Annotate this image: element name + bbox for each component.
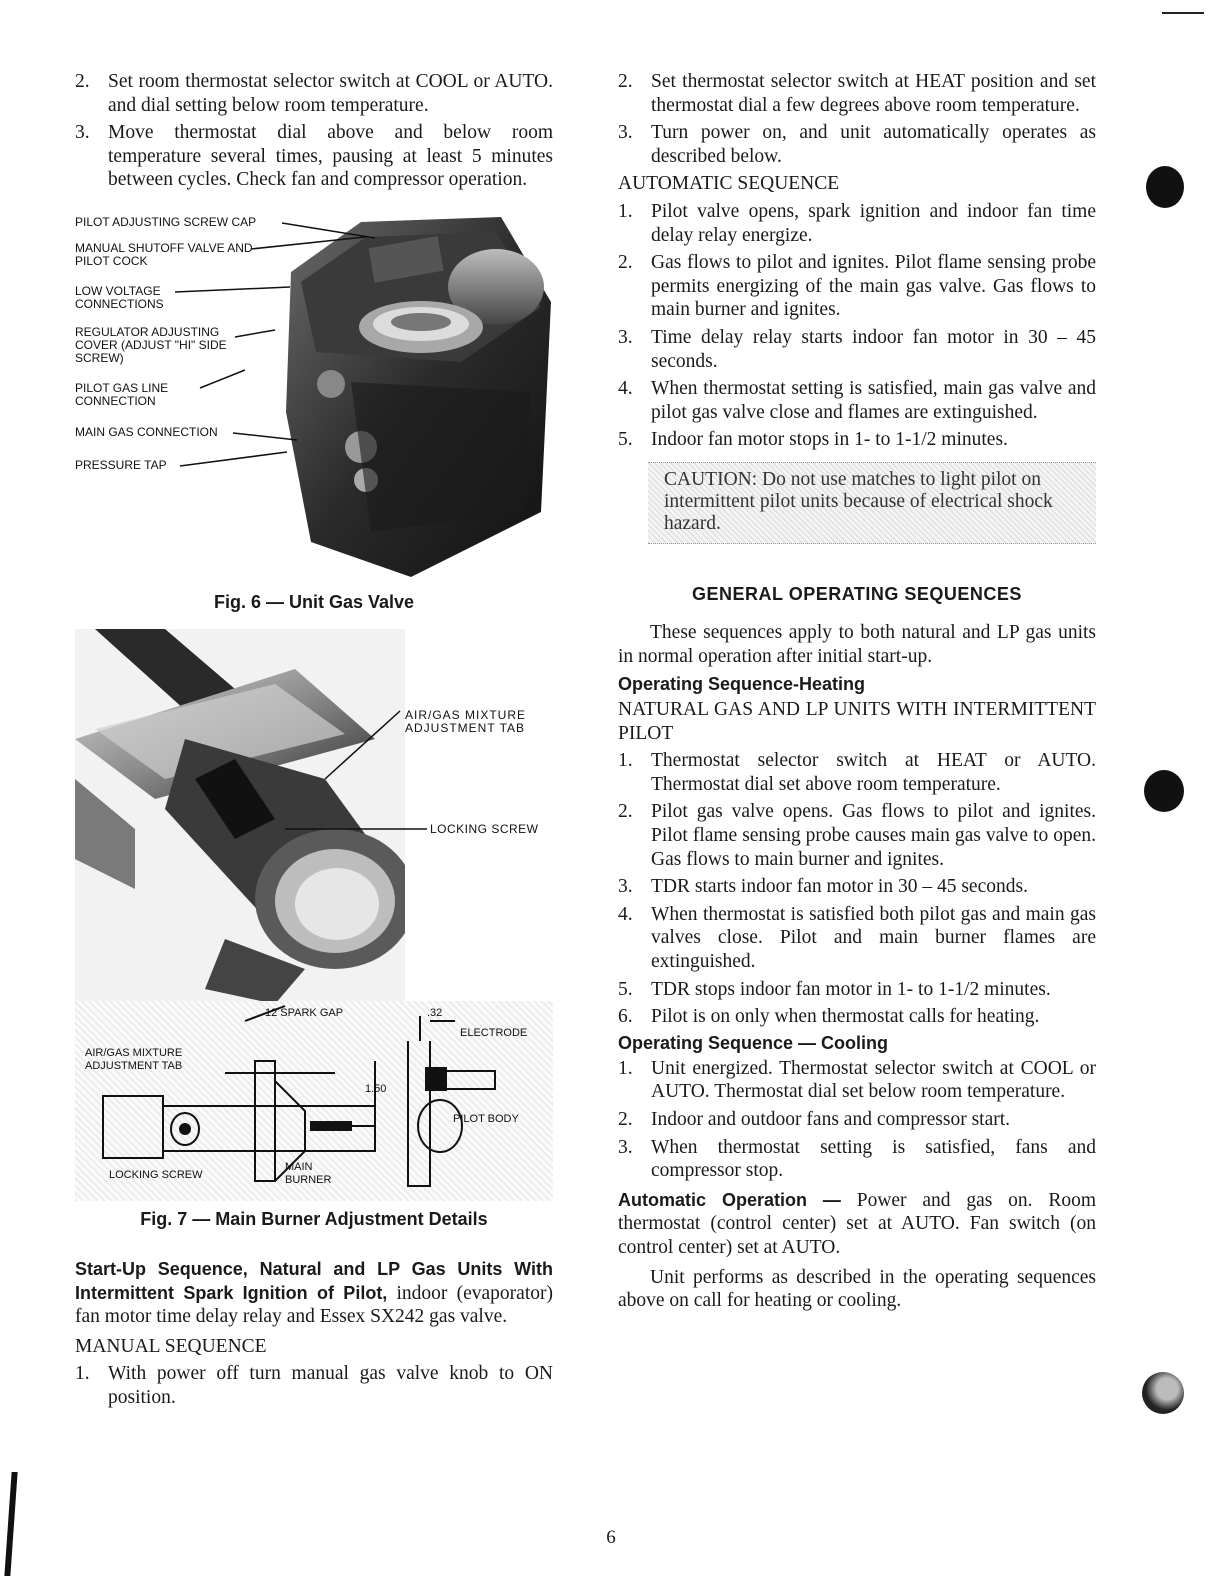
caution-box: CAUTION: Do not use matches to light pilot on intermittent pilot units because of electrical shock hazard.: [648, 462, 1096, 544]
binder-hole-mark: [1144, 770, 1184, 812]
general-operating-heading: GENERAL OPERATING SEQUENCES: [692, 583, 1022, 604]
intro-list: [75, 70, 553, 192]
final-paragraph: Unit performs as described in the operating sequences above on call for heating or cooling.: [618, 1266, 1096, 1312]
edge-mark: [4, 1472, 17, 1576]
fig6-figure: [75, 212, 553, 590]
startup-heading: Start-Up Sequence, Natural and LP Gas Units With Intermittent Spark Ignition of Pilot,: [75, 1258, 553, 1303]
fig7-leader-lines: [75, 629, 553, 1009]
fig7-label-air-gas-tab: AIR/GAS MIXTURE ADJUSTMENT TAB: [405, 707, 527, 735]
fig7-diag-air-gas-tab: AIR/GAS MIXTURE ADJUSTMENT TAB: [85, 1046, 183, 1072]
startup-paragraph: [75, 1258, 553, 1329]
list-item: 2. Gas flows to pilot and ignites. Pilot flame sensing probe permits energizing of the main gas valve. Gas flows to main burner and ignites.: [618, 252, 1096, 321]
automatic-operation-paragraph: [618, 1189, 1096, 1260]
fig7-diag-dimension: .32: [427, 1006, 443, 1019]
top-rule: [1162, 12, 1204, 14]
fig6-label-pressure-tap: PRESSURE TAP: [75, 457, 167, 472]
manual-sequence-heading: MANUAL SEQUENCE: [75, 1335, 267, 1357]
top-list: [618, 70, 1096, 168]
fig6-label-pilot-adjusting-screw-cap: PILOT ADJUSTING SCREW CAP: [75, 214, 257, 229]
cooling-list: [618, 1057, 1096, 1183]
fig7-label-locking-screw: LOCKING SCREW: [430, 821, 539, 836]
heating-subheading: NATURAL GAS AND LP UNITS WITH INTERMITTENT PILOT: [618, 699, 1096, 744]
list-item: 2. Pilot gas valve opens. Gas flows to pilot and ignites. Pilot flame sensing probe causes main gas valve to open. Gas flows to main burner and ignites.: [618, 801, 1096, 870]
automatic-operation-heading: Automatic Operation —: [618, 1189, 841, 1210]
fig6-label-low-voltage: LOW VOLTAGE CONNECTIONS: [75, 283, 164, 311]
list-item: 3. When thermostat setting is satisfied, fans and compressor stop.: [618, 1136, 1096, 1182]
fig6-caption: Fig. 6 — Unit Gas Valve: [213, 591, 415, 612]
list-item: 1. Unit energized. Thermostat selector switch at COOL or AUTO. Thermostat dial set below room temperature.: [618, 1057, 1096, 1103]
list-item: 5. Indoor fan motor stops in 1- to 1-1/2 minutes.: [618, 429, 1008, 451]
list-item: 1. Pilot valve opens, spark ignition and indoor fan time delay relay energize.: [618, 200, 1096, 246]
list-item: 2. Set room thermostat selector switch at COOL or AUTO. and dial setting below room temperature.: [75, 71, 553, 116]
fig7-diag-spark-gap: 12 SPARK GAP: [265, 1006, 344, 1019]
manual-list: [75, 1362, 553, 1409]
fig6-label-manual-shutoff-valve: MANUAL SHUTOFF VALVE AND PILOT COCK: [75, 240, 253, 268]
list-item: 4. When thermostat is satisfied both pilot gas and main gas valves close. Pilot and main burner flames are extinguished.: [618, 903, 1096, 973]
general-intro: These sequences apply to both natural and LP gas units in normal operation after initial start-up.: [618, 621, 1096, 667]
fig7-diag-pilot-body: PILOT BODY: [453, 1112, 519, 1125]
cooling-heading: Operating Sequence — Cooling: [618, 1032, 889, 1053]
fig7-caption: Fig. 7 — Main Burner Adjustment Details: [140, 1208, 488, 1229]
fig7-diag-dimension-150: 1.50: [365, 1082, 387, 1095]
fig6-label-main-gas-connection: MAIN GAS CONNECTION: [75, 424, 218, 439]
fig6-label-pilot-gas-line: PILOT GAS LINE CONNECTION: [75, 380, 169, 408]
fig7-diag-main-burner: MAIN BURNER: [285, 1160, 332, 1186]
binder-hole-mark: [1142, 1372, 1184, 1414]
list-item: 1. With power off turn manual gas valve knob to ON position.: [75, 1363, 553, 1408]
heating-list: [618, 749, 1096, 1029]
startup-text: indoor (evaporator) fan motor time delay relay and Essex SX242 gas valve.: [75, 1282, 553, 1328]
automatic-list: [618, 200, 1096, 452]
automatic-sequence-heading: AUTOMATIC SEQUENCE: [618, 173, 840, 195]
page-number: 6: [606, 1527, 616, 1548]
list-item: 6. Pilot is on only when thermostat calls for heating.: [618, 1006, 1040, 1028]
fig7-diag-locking-screw: LOCKING SCREW: [109, 1168, 203, 1181]
list-item: 2. Indoor and outdoor fans and compressor start.: [618, 1109, 1011, 1130]
list-item: 4. When thermostat setting is satisfied, main gas valve and pilot gas valve close and flames are extinguished.: [618, 378, 1096, 423]
list-item: 3. TDR starts indoor fan motor in 30 – 45 seconds.: [618, 876, 1028, 898]
fig7-figure: [75, 629, 553, 1009]
list-item: 3. Time delay relay starts indoor fan motor in 30 – 45 seconds.: [618, 326, 1096, 372]
heating-heading: Operating Sequence-Heating: [618, 674, 866, 695]
binder-hole-mark: [1146, 166, 1184, 208]
list-item: 3. Move thermostat dial above and below room temperature several times, pausing at least 5 minutes between cycles. Check fan and compressor operation.: [75, 122, 553, 191]
left-column: [75, 70, 553, 1414]
list-item: 2. Set thermostat selector switch at HEAT position and set thermostat dial a few degrees above room temperature.: [618, 71, 1096, 116]
fig6-label-regulator-adjusting: REGULATOR ADJUSTING COVER (ADJUST "HI" SIDE SCREW): [75, 324, 227, 365]
list-item: 5. TDR stops indoor fan motor in 1- to 1-1/2 minutes.: [618, 978, 1051, 1000]
list-item: 1. Thermostat selector switch at HEAT or AUTO. Thermostat dial set above room temperature.: [618, 750, 1096, 795]
right-column: [618, 70, 1096, 1313]
burner-diagram: [75, 1001, 553, 1201]
automatic-operation-text: Power and gas on. Room thermostat (control center) set at AUTO. Fan switch (on control center) set at AUTO.: [618, 1189, 1097, 1258]
list-item: 3. Turn power on, and unit automatically operates as described below.: [618, 122, 1096, 167]
fig7-diag-electrode: ELECTRODE: [460, 1026, 528, 1039]
